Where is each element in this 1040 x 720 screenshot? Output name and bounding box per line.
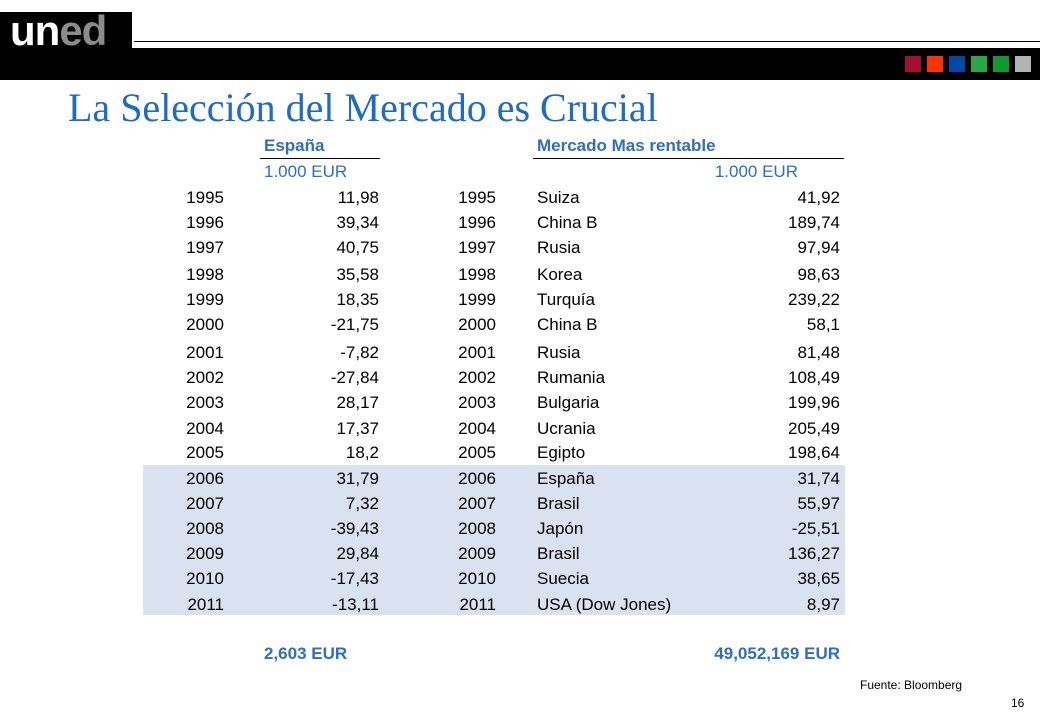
row-market: Japón — [537, 519, 584, 538]
row-year-2: 2003 — [458, 393, 496, 412]
row-year-2: 2004 — [458, 419, 496, 438]
row-market-value: 239,22 — [788, 290, 840, 309]
row-spain-value: 17,37 — [336, 419, 379, 438]
left-unit: 1.000 EUR — [264, 162, 348, 181]
row-market: Brasil — [537, 544, 580, 563]
total-right: 49,052,169 EUR — [714, 644, 840, 663]
row-market-value: 98,63 — [797, 265, 840, 284]
row-market-value: 58,1 — [806, 315, 840, 334]
accent-square — [927, 56, 943, 72]
header-rule — [134, 41, 1040, 42]
accent-square — [993, 56, 1009, 72]
row-spain-value: 29,84 — [336, 544, 379, 563]
row-market-value: 198,64 — [788, 443, 840, 462]
row-year-2: 2008 — [458, 519, 496, 538]
row-year: 2011 — [187, 595, 224, 614]
row-market-value: 41,92 — [797, 188, 840, 207]
row-market: China B — [537, 213, 598, 232]
slide-title: La Selección del Mercado es Crucial — [68, 85, 658, 130]
row-spain-value: 31,79 — [336, 469, 379, 488]
row-market-value: 8,97 — [806, 595, 840, 614]
row-market-value: 205,49 — [788, 419, 840, 438]
right-header: Mercado Mas rentable — [537, 136, 716, 155]
row-market: Suecia — [537, 569, 589, 588]
right-header-rule — [533, 158, 844, 159]
row-market: Rusia — [537, 343, 581, 362]
row-year: 1998 — [186, 265, 224, 284]
left-header-rule — [260, 158, 380, 159]
row-spain-value: 35,58 — [336, 265, 379, 284]
row-market: Brasil — [537, 494, 580, 513]
row-year: 2010 — [186, 569, 224, 588]
accent-square — [949, 56, 965, 72]
row-year: 2006 — [186, 469, 224, 488]
row-spain-value: 18,2 — [345, 443, 379, 462]
row-year: 1997 — [186, 238, 224, 257]
row-year: 1995 — [186, 188, 224, 207]
row-year: 2007 — [186, 494, 224, 513]
row-year-2: 1998 — [458, 265, 496, 284]
row-market: Egipto — [537, 443, 586, 462]
row-year: 2001 — [186, 343, 224, 362]
row-spain-value: -39,43 — [330, 519, 379, 538]
row-spain-value: -13,11 — [332, 595, 379, 614]
logo-text-white: un — [10, 7, 60, 54]
row-market-value: 81,48 — [797, 343, 840, 362]
row-market-value: 55,97 — [797, 494, 840, 513]
row-market-value: 31,74 — [797, 469, 840, 488]
row-year: 2008 — [186, 519, 224, 538]
row-spain-value: 11,98 — [337, 188, 379, 207]
row-market-value: 199,96 — [788, 393, 840, 412]
row-market: Turquía — [537, 290, 595, 309]
row-year: 2004 — [186, 419, 224, 438]
accent-square — [905, 56, 921, 72]
row-market: China B — [537, 315, 598, 334]
row-year: 2002 — [186, 368, 224, 387]
total-left: 2,603 EUR — [264, 644, 348, 663]
row-year: 1996 — [186, 213, 224, 232]
accent-square — [1015, 56, 1031, 72]
row-spain-value: 39,34 — [336, 213, 379, 232]
logo-text-gray: ed — [59, 7, 107, 54]
row-year-2: 2001 — [458, 343, 496, 362]
row-year-2: 1996 — [458, 213, 496, 232]
row-spain-value: 18,35 — [336, 290, 379, 309]
row-market-value: -25,51 — [791, 519, 840, 538]
accent-square — [971, 56, 987, 72]
row-market: Ucrania — [537, 419, 596, 438]
source-note: Fuente: Bloomberg — [860, 678, 963, 692]
row-year-2: 2002 — [458, 368, 496, 387]
row-year-2: 2010 — [458, 569, 496, 588]
row-market: USA (Dow Jones) — [537, 595, 672, 614]
row-spain-value: 40,75 — [336, 238, 379, 257]
row-market-value: 97,94 — [797, 238, 840, 257]
row-market: Suiza — [537, 188, 580, 207]
row-year: 2009 — [186, 544, 224, 563]
row-market-value: 38,65 — [797, 569, 840, 588]
row-spain-value: 28,17 — [336, 393, 379, 412]
right-unit: 1.000 EUR — [714, 162, 798, 181]
row-year-2: 2009 — [458, 544, 496, 563]
row-year-2: 1999 — [458, 290, 496, 309]
uned-logo — [0, 7, 132, 54]
row-market-value: 189,74 — [788, 213, 840, 232]
row-spain-value: -7,82 — [340, 343, 379, 362]
row-year: 1999 — [186, 290, 224, 309]
row-year-2: 2007 — [458, 494, 496, 513]
row-year: 2003 — [186, 393, 224, 412]
row-spain-value: -17,43 — [330, 569, 379, 588]
row-market: Rusia — [537, 238, 581, 257]
left-header: España — [264, 136, 325, 155]
row-market-value: 136,27 — [788, 544, 840, 563]
row-year-2: 1995 — [458, 188, 496, 207]
row-spain-value: -27,84 — [330, 368, 379, 387]
row-year-2: 2006 — [458, 469, 496, 488]
row-market: Korea — [537, 265, 583, 284]
row-year-2: 2000 — [458, 315, 496, 334]
row-market-value: 108,49 — [788, 368, 840, 387]
row-spain-value: -21,75 — [330, 315, 379, 334]
row-spain-value: 7,32 — [345, 494, 379, 513]
header-bar — [0, 48, 1040, 80]
row-market: Bulgaria — [537, 393, 600, 412]
row-year: 2005 — [186, 443, 224, 462]
row-year-2: 2011 — [459, 595, 496, 614]
row-market: Rumania — [537, 368, 606, 387]
row-year: 2000 — [186, 315, 224, 334]
row-market: España — [537, 469, 595, 488]
row-year-2: 1997 — [458, 238, 496, 257]
row-year-2: 2005 — [458, 443, 496, 462]
page-number: 16 — [1011, 696, 1025, 710]
